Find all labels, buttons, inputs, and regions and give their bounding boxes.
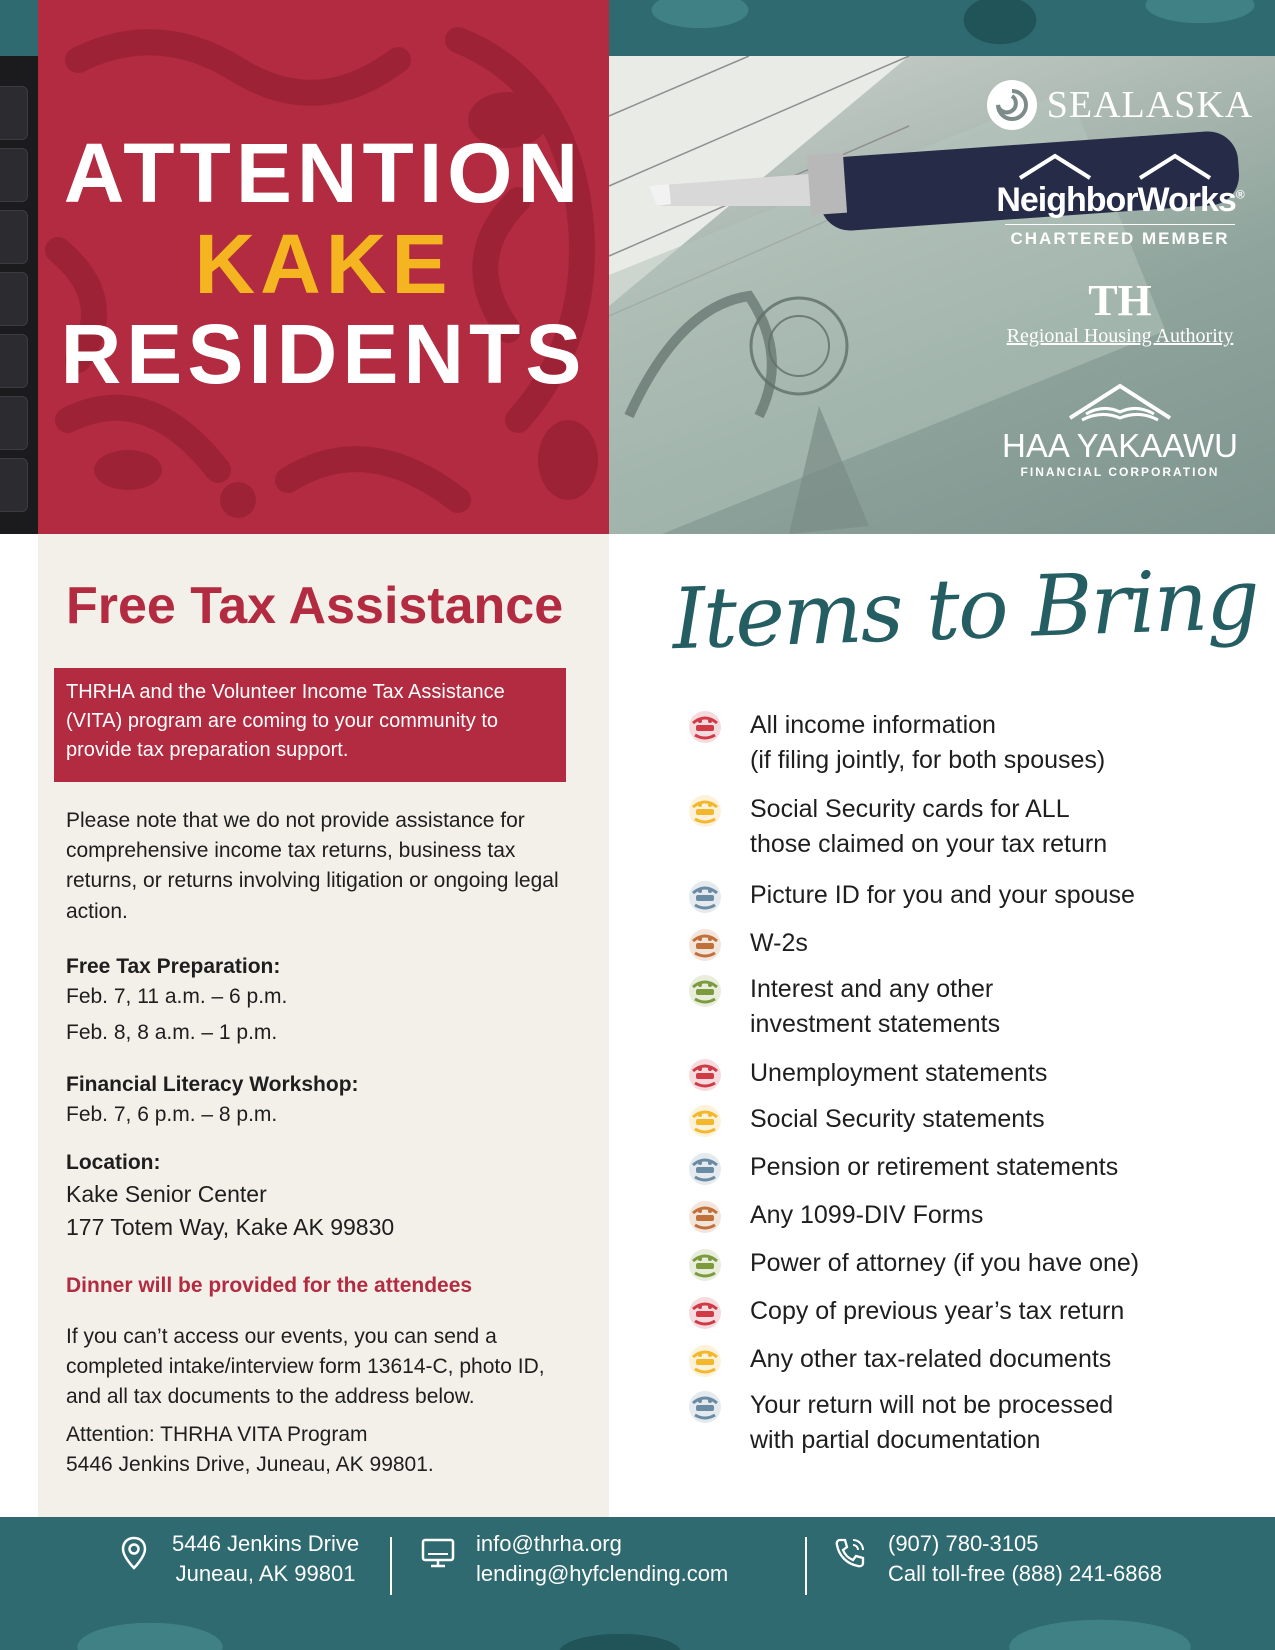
item-line-2: those claimed on your tax return [750, 829, 1108, 858]
item-line-1: Pension or retirement statements [750, 1153, 1119, 1181]
footer-email [420, 1529, 728, 1589]
yellow-formline-icon [688, 1104, 722, 1138]
item-line-1: Power of attorney (if you have one) [750, 1249, 1140, 1277]
footer-divider [390, 1537, 392, 1595]
items-to-bring-title: Items to Bring [670, 549, 1260, 669]
footer-phone-local[interactable]: (907) 780-3105 [888, 1531, 1039, 1556]
location-block [66, 1148, 586, 1244]
red-formline-icon [688, 710, 722, 744]
item-line-1: Unemployment statements [750, 1059, 1048, 1087]
list-item [688, 972, 1248, 1041]
green-formline-icon [688, 1248, 722, 1282]
contact-footer [0, 1517, 1275, 1650]
blue-formline-icon [688, 1390, 722, 1424]
item-line-2: investment statements [750, 1009, 1001, 1038]
haa-yakaawu-subtitle: FINANCIAL CORPORATION [1020, 465, 1220, 479]
item-line-1: Picture ID for you and your spouse [750, 881, 1135, 909]
phone-icon [832, 1535, 868, 1571]
green-formline-icon [688, 974, 722, 1008]
item-line-1: Copy of previous year’s tax return [750, 1297, 1125, 1325]
sealaska-logo [985, 80, 1255, 130]
orange-formline-icon [688, 1200, 722, 1234]
red-formline-icon [688, 1058, 722, 1092]
haa-yakaawu-wordmark: HAA YAKAAWU [1002, 427, 1238, 464]
blue-formline-icon [688, 1152, 722, 1186]
location-pin-icon [116, 1535, 152, 1571]
location-name: Kake Senior Center [66, 1181, 267, 1208]
item-line-1: Social Security cards for ALL [750, 795, 1070, 823]
hero-banner [38, 0, 609, 534]
item-line-1: W-2s [750, 929, 808, 957]
list-item [688, 878, 1248, 914]
footer-address-line1: 5446 Jenkins Drive [172, 1531, 360, 1556]
list-item [688, 1246, 1248, 1282]
mail-in-instructions: If you can’t access our events, you can send a completed intake/interview form 13614-C, photo ID, and all tax documents to the address below. [66, 1325, 545, 1409]
location-address: 177 Totem Way, Kake AK 99830 [66, 1214, 395, 1241]
program-callout: THRHA and the Volunteer Income Tax Assistance (VITA) program are coming to your community to provide tax preparation support. [54, 668, 566, 782]
neighborworks-subtitle: CHARTERED MEMBER [1005, 224, 1235, 249]
sealaska-wordmark: SEALASKA [1046, 84, 1254, 126]
free-tax-assistance-title: Free Tax Assistance [66, 577, 564, 635]
item-line-1: Interest and any other [750, 975, 994, 1003]
footer-address-line2: Juneau, AK 99801 [175, 1560, 356, 1586]
list-item [688, 1102, 1248, 1138]
dinner-notice: Dinner will be provided for the attendees [66, 1274, 473, 1297]
workshop-time: Feb. 7, 6 p.m. – 8 p.m. [66, 1103, 278, 1127]
prep-day-2: Feb. 8, 8 a.m. – 1 p.m. [66, 1021, 278, 1045]
blue-formline-icon [688, 880, 722, 914]
workshop-schedule [66, 1070, 586, 1130]
prep-heading: Free Tax Preparation: [66, 955, 281, 978]
thrha-logo [985, 276, 1255, 348]
attention-line: Attention: THRHA VITA Program [66, 1423, 368, 1446]
list-item [688, 708, 1248, 777]
list-item [688, 1294, 1248, 1330]
tax-preparation-schedule [66, 952, 586, 1049]
list-item [688, 926, 1248, 962]
orange-formline-icon [688, 928, 722, 962]
list-item [688, 1342, 1248, 1378]
item-line-2: with partial documentation [750, 1425, 1041, 1454]
list-item [688, 1198, 1248, 1234]
mailing-address [66, 1420, 434, 1480]
thrha-badge: TH [1088, 276, 1152, 325]
hero-line-kake: KAKE [194, 216, 453, 311]
footer-divider [805, 1537, 807, 1595]
item-line-1: Social Security statements [750, 1105, 1045, 1133]
footer-email-lending[interactable]: lending@hyfclending.com [476, 1560, 729, 1586]
neighborworks-roof-icon [1010, 152, 1230, 180]
list-item [688, 1388, 1248, 1457]
hero-line-attention: ATTENTION [63, 126, 584, 220]
neighborworks-logo [985, 152, 1255, 249]
hero-line-residents: RESIDENTS [60, 307, 587, 402]
item-line-1: Any other tax-related documents [750, 1345, 1112, 1373]
list-item [688, 1150, 1248, 1186]
footer-email-info[interactable]: info@thrha.org [476, 1531, 622, 1556]
footer-phone-tollfree[interactable]: Call toll-free (888) 241-6868 [888, 1560, 1162, 1586]
keyboard-photo-strip [0, 56, 38, 534]
hero-headline [38, 128, 609, 400]
sealaska-swirl-icon [987, 80, 1037, 130]
registered-mark: ® [1235, 187, 1244, 202]
list-item [688, 1056, 1248, 1092]
attention-address: 5446 Jenkins Drive, Juneau, AK 99801. [66, 1453, 434, 1477]
yellow-formline-icon [688, 1344, 722, 1378]
thrha-wordmark: Regional Housing Authority [1006, 325, 1234, 347]
footer-phone [832, 1529, 1162, 1589]
tax-form-photo [609, 56, 1275, 534]
book-house-icon [1060, 378, 1180, 424]
workshop-heading: Financial Literacy Workshop: [66, 1073, 359, 1096]
yellow-formline-icon [688, 794, 722, 828]
event-info-panel [38, 534, 609, 1517]
item-line-2: (if filing jointly, for both spouses) [750, 745, 1106, 774]
red-formline-icon [688, 1296, 722, 1330]
partner-logos [985, 80, 1255, 479]
location-heading: Location: [66, 1151, 161, 1174]
list-item [688, 792, 1248, 861]
exclusion-note: Please note that we do not provide assistance for comprehensive income tax returns, business tax returns, or returns involving litigation or ongoing legal action. [66, 809, 559, 923]
haa-yakaawu-logo [985, 378, 1255, 479]
item-line-1: Your return will not be processed [750, 1391, 1114, 1419]
neighborworks-wordmark: NeighborWorks [996, 181, 1236, 219]
item-line-1: All income information [750, 711, 996, 739]
footer-address [116, 1529, 359, 1589]
prep-day-1: Feb. 7, 11 a.m. – 6 p.m. [66, 985, 288, 1009]
computer-monitor-icon [420, 1535, 456, 1571]
item-line-1: Any 1099-DIV Forms [750, 1201, 984, 1229]
